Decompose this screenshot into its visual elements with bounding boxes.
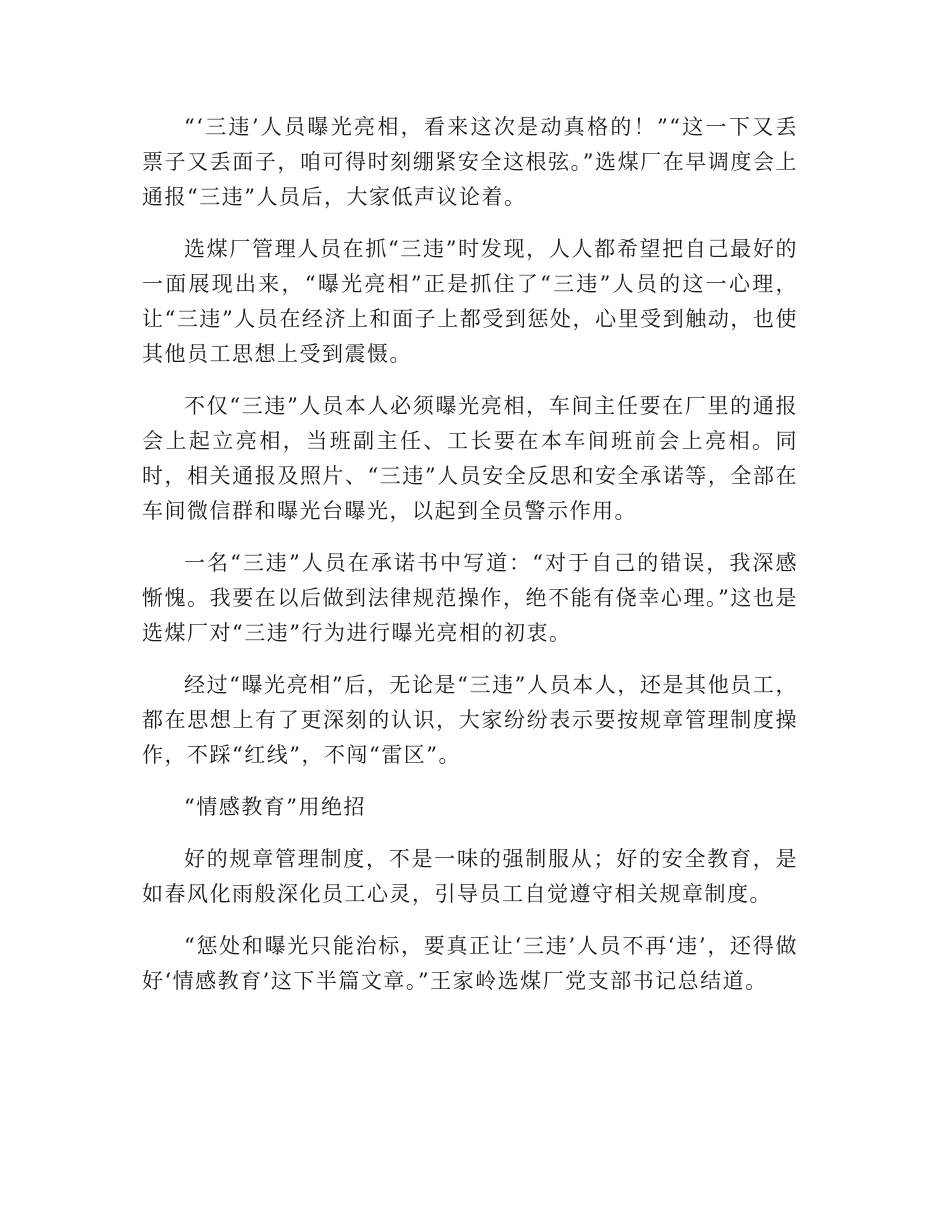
paragraph: 好的规章管理制度，不是一味的强制服从；好的安全教育，是如春风化雨般深化员工心灵，引导员工自觉遵守相关规章制度。 — [142, 847, 798, 906]
paragraph: 一名“三违”人员在承诺书中写道：“对于自己的错误，我深感惭愧。我要在以后做到法律规范操作，绝不能有侥幸心理。”这也是选煤厂对“三违”行为进行曝光亮相的初衷。 — [142, 551, 798, 645]
paragraph: 经过“曝光亮相”后，无论是“三违”人员本人，还是其他员工，都在思想上有了更深刻的认识，大家纷纷表示要按规章管理制度操作，不踩“红线”，不闯“雷区”。 — [142, 673, 798, 767]
paragraph: “‘三违’人员曝光亮相，看来这次是动真格的！”“这一下又丢票子又丢面子，咱可得时刻绷紧安全这根弦。”选煤厂在早调度会上通报“三违”人员后，大家低声议论着。 — [142, 115, 798, 209]
paragraph: 选煤厂管理人员在抓“三违”时发现，人人都希望把自己最好的一面展现出来，“曝光亮相”正是抓住了“三违”人员的这一心理，让“三违”人员在经济上和面子上都受到惩处，心里受到触动，也使其他员工思想上受到震慑。 — [142, 237, 798, 366]
section-heading: “情感教育”用绝招 — [184, 795, 366, 819]
paragraph: “惩处和曝光只能治标，要真正让‘三违’人员不再‘违’，还得做好‘情感教育’这下半篇文章。”王家岭选煤厂党支部书记总结道。 — [142, 934, 798, 993]
document-page — [142, 110, 798, 1016]
paragraph: 不仅“三违”人员本人必须曝光亮相，车间主任要在厂里的通报会上起立亮相，当班副主任、工长要在本车间班前会上亮相。同时，相关通报及照片、“三违”人员安全反思和安全承诺等，全部在车间微信群和曝光台曝光，以起到全员警示作用。 — [142, 394, 798, 523]
